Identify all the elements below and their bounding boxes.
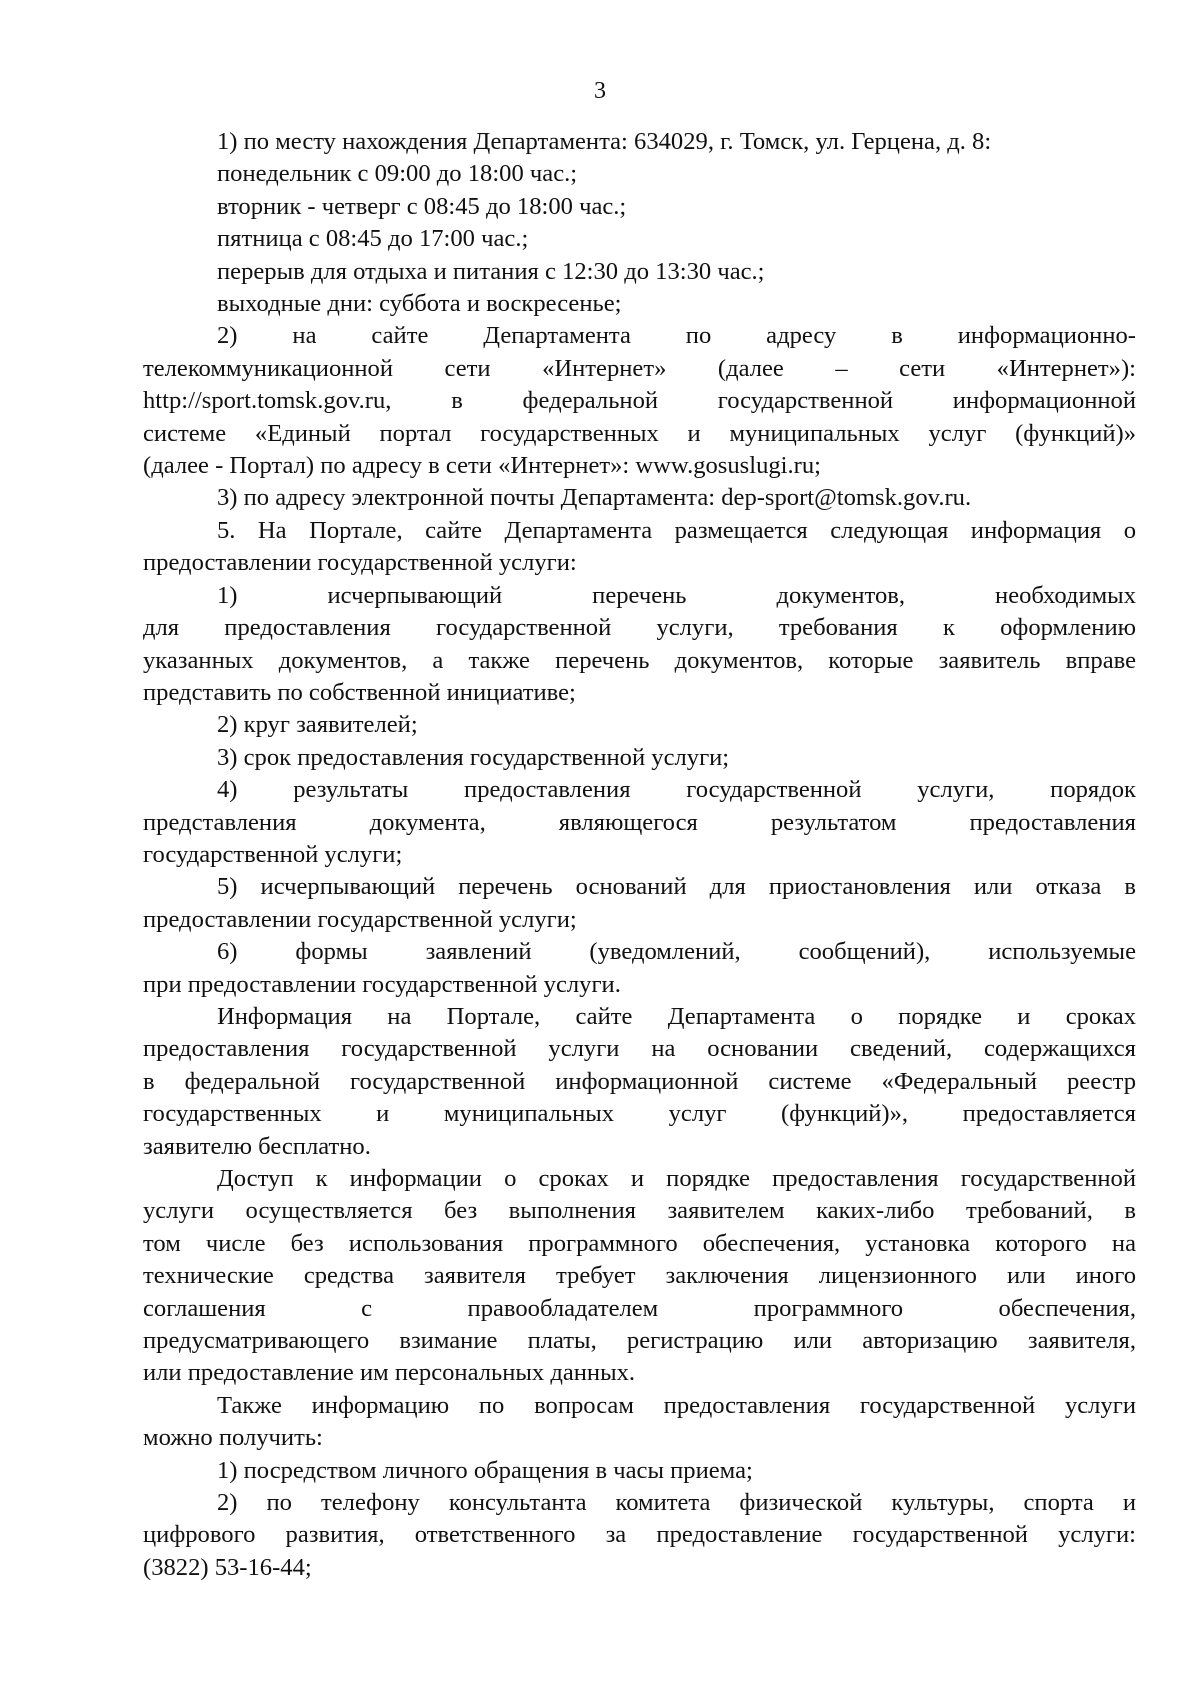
paragraph-line: выходные дни: суббота и воскресенье; (217, 290, 622, 318)
paragraph-line: 3) по адресу электронной почты Департамента: dep-sport@tomsk.gov.ru. (217, 484, 972, 512)
paragraph-line: предоставлении государственной услуги; (143, 905, 577, 933)
paragraph-line: указанных документов, а также перечень документов, которые заявитель вправе (143, 646, 1136, 674)
paragraph-line: 1) исчерпывающий перечень документов, необходимых (217, 581, 1136, 609)
paragraph-line: соглашения с правообладателем программного обеспечения, (143, 1294, 1136, 1322)
paragraph-line: 5) исчерпывающий перечень оснований для приостановления или отказа в (217, 873, 1136, 901)
paragraph-line: или предоставление им персональных данных. (143, 1359, 636, 1387)
paragraph-line: 1) посредством личного обращения в часы приема; (217, 1456, 753, 1484)
paragraph-line: 1) по месту нахождения Департамента: 634029, г. Томск, ул. Герцена, д. 8: (217, 128, 992, 155)
paragraph-line: предоставлении государственной услуги: (143, 549, 577, 577)
paragraph (143, 256, 1136, 288)
paragraph-line: перерыв для отдыха и питания с 12:30 до 13:30 час.; (217, 257, 765, 285)
paragraph (143, 515, 1136, 580)
paragraph (143, 742, 1136, 774)
paragraph-line: (далее - Портал) по адресу в сети «Интернет»: www.gosuslugi.ru; (143, 452, 821, 480)
paragraph-line: предусматривающего взимание платы, регистрацию или авторизацию заявителя, (143, 1327, 1136, 1355)
paragraph-line: представления документа, являющегося результатом предоставления (143, 808, 1136, 836)
paragraph (143, 126, 1136, 158)
paragraph (143, 1390, 1136, 1455)
paragraph (143, 774, 1136, 871)
paragraph-line: 2) круг заявителей; (217, 711, 418, 739)
paragraph (143, 709, 1136, 741)
paragraph (143, 1001, 1136, 1163)
paragraph-line: пятница с 08:45 до 17:00 час.; (217, 225, 529, 253)
paragraph (143, 158, 1136, 190)
paragraph (143, 288, 1136, 320)
document-body (143, 126, 1136, 1584)
page-number: 3 (594, 78, 606, 104)
paragraph-line: 4) результаты предоставления государственной услуги, порядок (217, 776, 1136, 804)
paragraph-line: 2) на сайте Департамента по адресу в информационно- (217, 322, 1136, 350)
paragraph-line: услуги осуществляется без выполнения заявителем каких-либо требований, в (143, 1197, 1136, 1225)
paragraph (143, 871, 1136, 936)
paragraph-line: телекоммуникационной сети «Интернет» (далее – сети «Интернет»): (143, 354, 1136, 382)
paragraph (143, 936, 1136, 1001)
paragraph-line: государственных и муниципальных услуг (функций)», предоставляется (143, 1100, 1136, 1128)
paragraph (143, 1487, 1136, 1584)
paragraph (143, 191, 1136, 223)
paragraph-line: 5. На Портале, сайте Департамента размещается следующая информация о (217, 516, 1136, 544)
paragraph (143, 1163, 1136, 1390)
paragraph-line: вторник - четверг с 08:45 до 18:00 час.; (217, 192, 627, 220)
paragraph (143, 482, 1136, 514)
paragraph-line: цифрового развития, ответственного за предоставление государственной услуги: (143, 1521, 1136, 1549)
paragraph (143, 580, 1136, 710)
paragraph-line: Также информацию по вопросам предоставления государственной услуги (217, 1391, 1136, 1419)
paragraph-line: заявителю бесплатно. (143, 1132, 371, 1160)
paragraph-line: Информация на Портале, сайте Департамента о порядке и сроках (217, 1002, 1136, 1030)
paragraph-line: http://sport.tomsk.gov.ru, в федеральной государственной информационной (143, 387, 1136, 415)
paragraph-line: системе «Единый портал государственных и муниципальных услуг (функций)» (143, 419, 1136, 447)
paragraph-line: технические средства заявителя требует заключения лицензионного или иного (143, 1262, 1136, 1290)
paragraph (143, 1455, 1136, 1487)
paragraph-line: 3) срок предоставления государственной услуги; (217, 743, 730, 771)
paragraph-line: (3822) 53-16-44; (143, 1553, 312, 1581)
paragraph-line: предоставления государственной услуги на основании сведений, содержащихся (143, 1035, 1136, 1063)
paragraph-line: том числе без использования программного обеспечения, установка которого на (143, 1229, 1136, 1257)
paragraph-line: Доступ к информации о сроках и порядке предоставления государственной (217, 1165, 1136, 1192)
paragraph (143, 320, 1136, 482)
paragraph-line: представить по собственной инициативе; (143, 678, 576, 706)
paragraph-line: при предоставлении государственной услуги. (143, 970, 621, 998)
paragraph (143, 223, 1136, 255)
paragraph-line: государственной услуги; (143, 840, 403, 868)
paragraph-line: можно получить: (143, 1424, 323, 1452)
paragraph-line: понедельник с 09:00 до 18:00 час.; (217, 160, 578, 188)
paragraph-line: в федеральной государственной информационной системе «Федеральный реестр (143, 1067, 1136, 1095)
paragraph-line: 2) по телефону консультанта комитета физической культуры, спорта и (217, 1489, 1136, 1517)
paragraph-line: для предоставления государственной услуги, требования к оформлению (143, 614, 1136, 642)
paragraph-line: 6) формы заявлений (уведомлений, сообщений), используемые (217, 938, 1136, 966)
